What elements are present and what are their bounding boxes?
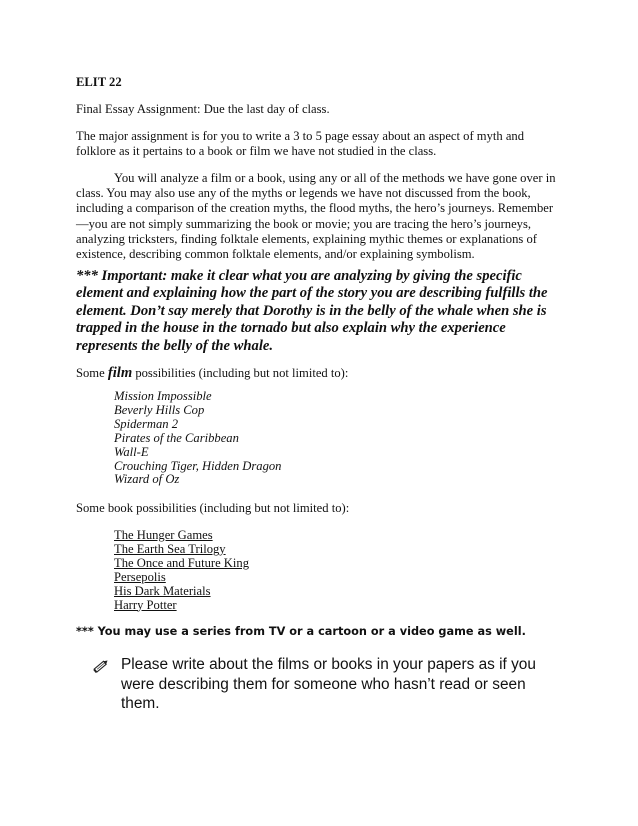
- list-item: His Dark Materials: [114, 583, 211, 598]
- list-item: Pirates of the Caribbean: [114, 430, 239, 445]
- closing-note: Please write about the films or books in your papers as if you were describing them for someone who hasn’t read or seen them.: [121, 656, 536, 712]
- important-note: *** Important: make it clear what you are analyzing by giving the specific element and explaining how the part of the story you are describing fulfills the element. Don’t say merely that Dorothy is in the belly of the whale when she is trapped in the house in the tornado but also explain why the experience represents the belly of the whale.: [76, 268, 548, 354]
- film-list: [114, 390, 281, 487]
- list-item: Harry Potter: [114, 597, 177, 612]
- film-intro-prefix: Some: [76, 366, 108, 380]
- assignment-intro: The major assignment is for you to write a 3 to 5 page essay about an aspect of myth and folklore as it pertains to a book or film we have not studied in the class.: [76, 129, 525, 159]
- book-list: [114, 529, 249, 612]
- film-intro-suffix: possibilities (including but not limited to):: [132, 366, 349, 380]
- analysis-paragraph: [76, 171, 562, 262]
- list-item: Wizard of Oz: [114, 472, 180, 487]
- list-item: The Earth Sea Trilogy: [114, 541, 226, 556]
- list-item: Beverly Hills Cop: [114, 402, 205, 417]
- assignment-heading: Final Essay Assignment: Due the last day of class.: [76, 102, 330, 116]
- pencil-icon: [91, 656, 111, 676]
- analysis-text: You will analyze a film or a book, using any or all of the methods we have gone over in class. You may also use any of the myths or legends we have not discussed from the book, including a comparison of the creation myths, the flood myths, the hero’s journeys. Remember—you are not simply summarizing the book or movie; you are tracing the hero’s journeys, analyzing tricksters, finding folktale elements, explaining mythic themes or explanations of existence, describing common folktale elements, and/or explaining symbolism.: [76, 171, 556, 262]
- course-code: ELIT 22: [76, 75, 122, 89]
- book-intro: Some book possibilities (including but not limited to):: [76, 501, 350, 515]
- list-item: Persepolis: [114, 569, 166, 584]
- film-intro-emphasis: film: [107, 365, 133, 381]
- list-item: Mission Impossible: [114, 389, 212, 403]
- list-item: Spiderman 2: [114, 416, 179, 431]
- list-item: The Hunger Games: [114, 528, 213, 542]
- list-item: Crouching Tiger, Hidden Dragon: [114, 458, 282, 473]
- film-intro: [76, 366, 562, 381]
- series-note: *** You may use a series from TV or a cartoon or a video game as well.: [76, 625, 526, 638]
- list-item: The Once and Future King: [114, 555, 249, 570]
- list-item: Wall-E: [114, 444, 149, 459]
